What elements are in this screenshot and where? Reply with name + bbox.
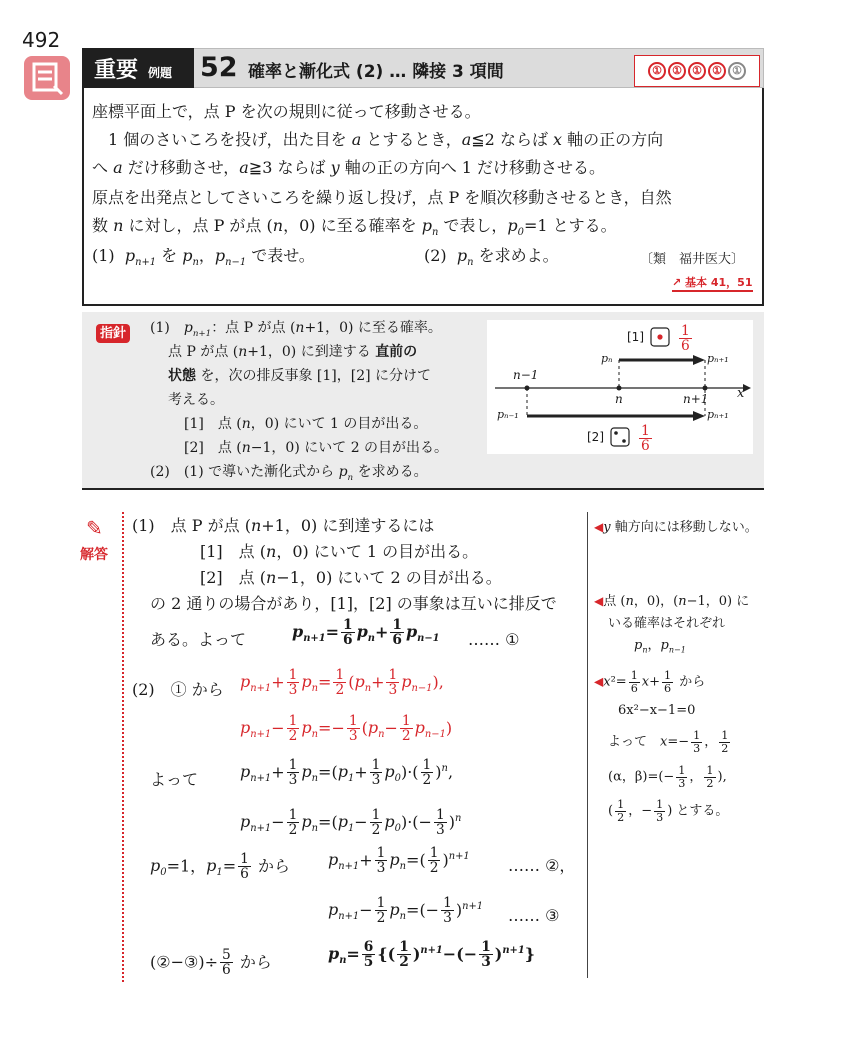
- figure-label-1: [1]: [627, 330, 644, 344]
- problem-line: 座標平面上で，点 P を次の規則に従って移動させる。: [92, 102, 481, 121]
- solution-line: (②−③)÷ $\frac{5}{6}$ から: [150, 947, 272, 979]
- solution-line: [2] 点 (n−1，0) にいて 2 の目が出る。: [200, 568, 502, 587]
- equation-1-tag: …… ①: [468, 630, 520, 649]
- equation-3: $p_{n+1}+$ $\frac{1}{3}$ $p_n=$( $\frac{1}{2}$ )$^{n+1}$: [328, 845, 470, 877]
- axis-label: x: [737, 386, 745, 401]
- difficulty-icon-empty: ①: [728, 62, 746, 80]
- prob-2: $\frac{1}{6}$: [641, 423, 650, 455]
- difficulty-icon: ①: [708, 62, 726, 80]
- equation-4-tag: …… ③: [508, 906, 560, 925]
- label-pn1: pₙ₊₁: [707, 352, 729, 365]
- difficulty-icon: ①: [668, 62, 686, 80]
- solution-tag: 解答: [80, 547, 108, 563]
- margin-rule: [587, 512, 588, 978]
- solution-line: (2) ① から: [132, 680, 224, 699]
- guide-text: (1) $p_{n+1}$：点 P が点 (n+1，0) に至る確率。 点 P が点 (n+1，0) に到達する 直前の 状態 を，次の排反事象 [1]，[2] に分けて 考える。 [1] 点 (n，0) にいて 1 の目が出る。 [2] 点 (n−1，0) にいて 2 の目が出る。 (2) (1) で導いた漸化式から $p_n$ を求める。: [150, 320, 449, 483]
- label-pnm1: pₙ₋₁: [497, 408, 519, 421]
- basic-reference: ↗ 基本 41，51: [672, 274, 753, 292]
- source-citation: 〔類 福井医大〕: [640, 252, 745, 267]
- guide-tag: 指針: [96, 322, 130, 341]
- question-1: (1) $p_{n+1}$ を $p_n$，$p_{n-1}$ で表せ。: [92, 246, 315, 269]
- example-title: 確率と漸化式 (2) … 隣接 3 項間: [248, 62, 504, 82]
- equation-4: $p_{n+1}-$ $\frac{1}{2}$ $p_n=(-$ $\frac{1}{3}$ )$^{n+1}$: [328, 895, 484, 927]
- question-2: (2) $p_n$ を求めよ。: [424, 246, 559, 269]
- solution-line: よって: [150, 770, 199, 789]
- label-pn1-b: pₙ₊₁: [707, 408, 729, 421]
- side-note-1: ◀y 軸方向には移動しない。: [594, 520, 758, 535]
- solution-line: (1) 点 P が点 (n+1，0) に到達するには: [132, 516, 435, 535]
- figure-label-2: [2]: [587, 430, 604, 444]
- transition-figure: [487, 320, 753, 454]
- problem-line: へ a だけ移動させ，a≧3 ならば y 軸の正の方向へ 1 だけ移動させる。: [92, 158, 606, 177]
- pencil-icon: ✎: [86, 516, 103, 540]
- page-number: 492: [22, 28, 61, 52]
- tick-n-minus-1: n−1: [513, 368, 539, 382]
- equation-red-1: $p_{n+1}+$ $\frac{1}{3}$ $p_n=$ $\frac{1}{2}$ ($p_n+$ $\frac{1}{3}$ $p_{n-1}$),: [240, 667, 444, 699]
- side-note-2: ◀点 (n，0)，(n−1，0) に いる確率はそれぞれ $p_n$，$p_{n-1}$: [594, 594, 750, 655]
- solution-line: [1] 点 (n，0) にいて 1 の目が出る。: [200, 542, 479, 561]
- problem-line: 原点を出発点としてさいころを繰り返し投げ，点 P を順次移動させるとき，自然: [92, 188, 672, 207]
- equation-1: $p_{n+1}=$ $\frac{1}{6}$ $p_n+$ $\frac{1}{6}$ $p_{n-1}$: [292, 617, 440, 649]
- difficulty-icon: ①: [648, 62, 666, 80]
- equation-2a: $p_{n+1}+$ $\frac{1}{3}$ $p_n=(p_1+$ $\frac{1}{3}$ $p_0)\cdot$( $\frac{1}{2}$ )$^n$,: [240, 757, 454, 789]
- prob-1: $\frac{1}{6}$: [681, 323, 690, 355]
- difficulty-rating: [634, 55, 760, 87]
- tick-n: n: [615, 392, 623, 406]
- solution-rule: [122, 512, 124, 982]
- equation-red-2: $p_{n+1}-$ $\frac{1}{2}$ $p_n=-$ $\frac{1}{3}$ ($p_n-$ $\frac{1}{2}$ $p_{n-1}$): [240, 713, 453, 745]
- difficulty-icon: ①: [688, 62, 706, 80]
- die-two-icon: [611, 428, 629, 446]
- label-sub: 例題: [148, 66, 173, 80]
- label-badge: [82, 48, 194, 88]
- solution-line: $p_0=1$，$p_1=$ $\frac{1}{6}$ から: [150, 851, 290, 883]
- book-icon: [24, 56, 70, 100]
- equation-3-tag: …… ②，: [508, 856, 576, 875]
- problem-line: 数 n に対し，点 P が点 (n，0) に至る確率を $p_n$ で表し，$p_0=1$ とする。: [92, 216, 617, 239]
- problem-line: 1 個のさいころを投げ，出た目を a とするとき，a≦2 ならば x 軸の正の方向: [108, 130, 664, 149]
- tick-n-plus-1: n+1: [683, 392, 709, 406]
- label-main: 重要: [94, 58, 139, 83]
- label-pn: pₙ: [601, 352, 613, 365]
- side-note-3: ◀x²= $\frac{1}{6}$ x+ $\frac{1}{6}$ から 6x²−x−1=0 よって x=− $\frac{1}{3}$ ， $\frac{1}{2}$ (α，β)=(− $\frac{1}{3}$ ， $\frac{1}{2}$ ), ( $\frac{1}{2}$ ，− $\frac{1}{3}$ ) とする。: [594, 669, 729, 825]
- solution-line: ある。よって: [150, 630, 247, 649]
- equation-2b: $p_{n+1}-$ $\frac{1}{2}$ $p_n=(p_1-$ $\frac{1}{2}$ $p_0)\cdot(-$ $\frac{1}{3}$ )$^n$: [240, 807, 462, 839]
- final-answer: $p_n=$ $\frac{6}{5}$ {( $\frac{1}{2}$ )$^{n+1}$−(− $\frac{1}{3}$ )$^{n+1}$}: [328, 939, 536, 971]
- example-number: 52: [200, 52, 238, 83]
- solution-line: の 2 通りの場合があり，[1]，[2] の事象は互いに排反で: [150, 594, 557, 613]
